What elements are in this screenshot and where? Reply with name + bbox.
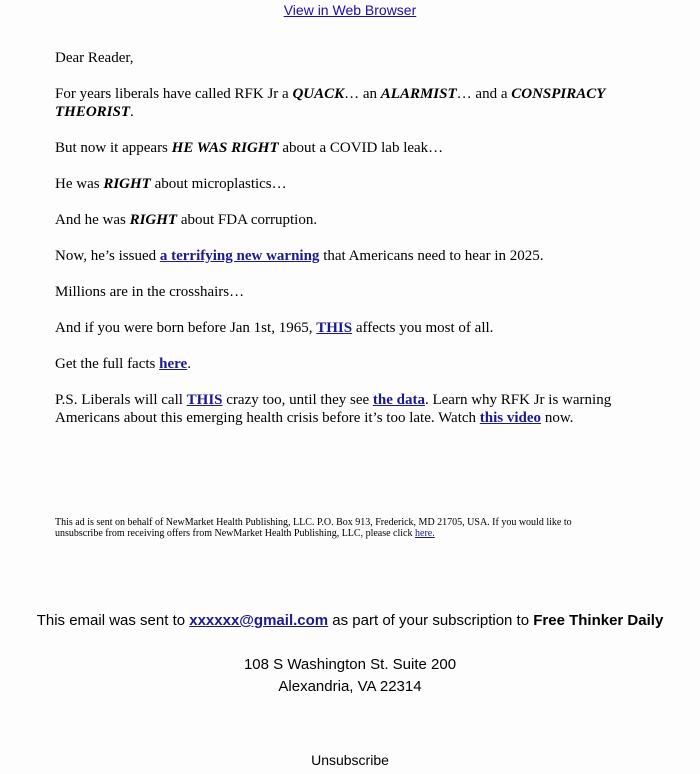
paragraph-ps: [55, 391, 655, 427]
p3-emphasis: RIGHT: [103, 176, 151, 192]
p5-text-1: Now, he’s issued: [55, 248, 160, 264]
p7-text-2: affects you most of all.: [352, 320, 494, 336]
sent-prefix: This email was sent to: [36, 612, 190, 629]
p7-text-1: And if you were born before Jan 1st, 1965,: [55, 320, 317, 336]
p2-text-2: about a COVID lab leak…: [278, 140, 444, 156]
p1-text-3: … and a: [456, 86, 512, 102]
paragraph-1: [55, 85, 655, 121]
p8-text-1: Get the full facts: [55, 356, 160, 372]
address-line-2: Alexandria, VA 22314: [278, 678, 422, 695]
this-link-1[interactable]: THIS: [316, 320, 353, 336]
letter-body: [55, 49, 655, 445]
p4-text-1: And he was: [55, 212, 130, 228]
p2-emphasis: HE WAS RIGHT: [171, 140, 279, 156]
this-link-2[interactable]: THIS: [186, 392, 223, 408]
p1-text-2: … an: [344, 86, 381, 102]
p1-emphasis-alarmist: ALARMIST: [380, 86, 457, 102]
disclaimer-text: This ad is sent on behalf of NewMarket Health Publishing, LLC. P.O. Box 913, Frederick, MD 21705, USA. If you would like to unsubscribe from receiving offers from NewMarket Health Publishing, LLC, please click: [55, 517, 572, 539]
recipient-email-link[interactable]: xxxxxx@gmail.com: [189, 612, 329, 629]
p1-emphasis-quack: QUACK: [292, 86, 345, 102]
view-in-browser-link[interactable]: View in Web Browser: [283, 2, 417, 18]
ps-text-1: P.S. Liberals will call: [55, 392, 187, 408]
p1-emphasis-conspiracy-theorist: CONSPIRACY THEORIST: [55, 86, 605, 120]
ps-text-3: . Learn why RFK Jr is warning Americans about this emerging health crisis before it’s too late. Watch: [55, 392, 612, 426]
p5-text-2: that Americans need to hear in 2025.: [319, 248, 544, 264]
disclaimer: [55, 517, 615, 539]
paragraph-4: [55, 211, 655, 229]
p3-text-1: He was: [55, 176, 104, 192]
paragraph-6: Millions are in the crosshairs…: [55, 284, 245, 300]
paragraph-3: [55, 175, 655, 193]
disclaimer-unsubscribe-link[interactable]: here.: [415, 528, 435, 539]
p1-text-4: .: [130, 104, 134, 120]
p3-text-2: about microplastics…: [150, 176, 287, 192]
unsubscribe-link[interactable]: Unsubscribe: [311, 752, 389, 768]
this-video-link[interactable]: this video: [479, 410, 542, 426]
paragraph-2: [55, 139, 655, 157]
ps-text-4: now.: [541, 410, 574, 426]
paragraph-8: [55, 355, 655, 373]
ps-text-2: crazy too, until they see: [222, 392, 373, 408]
greeting: Dear Reader,: [55, 50, 134, 66]
the-data-link[interactable]: the data: [372, 392, 425, 408]
address-line-1: 108 S Washington St. Suite 200: [243, 656, 457, 673]
publication-name: Free Thinker Daily: [533, 612, 664, 629]
subscription-notice: [0, 612, 700, 629]
p2-text-1: But now it appears: [55, 140, 172, 156]
terrifying-warning-link[interactable]: a terrifying new warning: [159, 248, 320, 264]
paragraph-7: [55, 319, 655, 337]
p1-text-1: For years liberals have called RFK Jr a: [55, 86, 293, 102]
paragraph-5: [55, 247, 655, 265]
mailing-address: [0, 654, 700, 698]
here-link[interactable]: here: [159, 356, 188, 372]
p4-text-2: about FDA corruption.: [177, 212, 318, 228]
sent-middle: as part of your subscription to: [328, 612, 534, 629]
p4-emphasis: RIGHT: [129, 212, 178, 228]
p8-text-2: .: [187, 356, 191, 372]
